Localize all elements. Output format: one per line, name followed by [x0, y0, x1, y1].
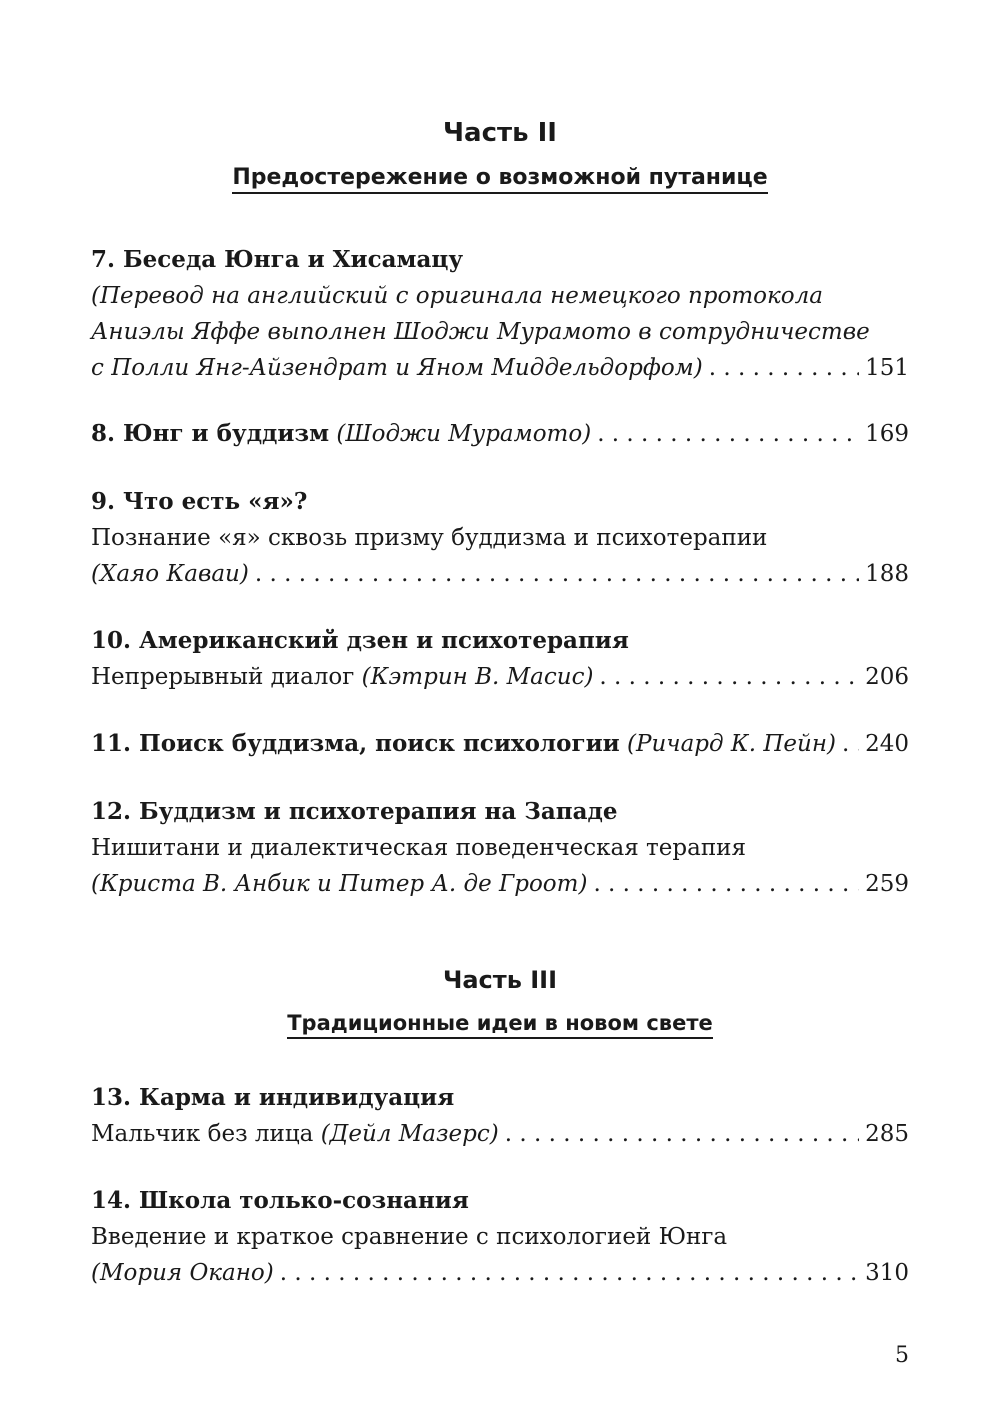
toc-entry-7-heading[interactable]: 7. Беседа Юнга и Хисамацу	[91, 246, 464, 273]
toc-entry-14-heading[interactable]: 14. Школа только-сознания	[91, 1187, 469, 1214]
toc-entry-7-page: 151	[865, 355, 909, 381]
toc-entry-14-author: (Мория Окано)	[91, 1260, 274, 1286]
toc-entry-12-subtitle: Нишитани и диалектическая поведенческая терапия	[91, 835, 746, 861]
page-number: 5	[895, 1343, 909, 1368]
toc-entry-9-heading[interactable]: 9. Что есть «я»?	[91, 488, 308, 515]
toc-entry-13-line[interactable]	[91, 1119, 909, 1149]
toc-entry-7-note-line-3: с Полли Янг-Айзендрат и Яном Миддельдорфом)	[91, 355, 703, 381]
toc-entry-11-page: 240	[865, 731, 909, 757]
leader-dots	[842, 729, 859, 759]
part-3-subtitle	[0, 1011, 1000, 1035]
toc-entry-9-author: (Хаяо Каваи)	[91, 561, 249, 587]
toc-entry-10-subtitle: Непрерывный диалог	[91, 664, 355, 690]
part-3-subtitle-text: Традиционные идеи в новом свете	[287, 1011, 713, 1039]
toc-entry-11-heading: 11. Поиск буддизма, поиск психологии	[91, 730, 620, 757]
part-2-title: Часть II	[443, 118, 557, 148]
toc-entry-11-line[interactable]	[91, 729, 909, 759]
toc-entry-13-heading[interactable]: 13. Карма и индивидуация	[91, 1084, 455, 1111]
toc-entry-14-page: 310	[865, 1260, 909, 1286]
toc-entry-8-heading: 8. Юнг и буддизм	[91, 420, 330, 447]
toc-entry-12-author: (Криста В. Анбик и Питер А. де Гроот)	[91, 871, 588, 897]
toc-entry-8-page: 169	[865, 421, 909, 447]
part-2-subtitle-text: Предостережение о возможной путанице	[232, 165, 767, 194]
toc-entry-10-heading[interactable]: 10. Американский дзен и психотерапия	[91, 627, 629, 654]
leader-dots	[255, 559, 859, 589]
toc-entry-8-author: (Шоджи Мурамото)	[336, 421, 592, 447]
toc-entry-13-subtitle: Мальчик без лица	[91, 1121, 314, 1147]
toc-entry-14-subtitle: Введение и краткое сравнение с психологией Юнга	[91, 1224, 728, 1250]
toc-entry-9-page: 188	[865, 561, 909, 587]
toc-entry-14-line[interactable]	[91, 1258, 909, 1288]
leader-dots	[597, 419, 859, 449]
toc-entry-8-line[interactable]	[91, 419, 909, 449]
part-2-subtitle	[0, 165, 1000, 190]
toc-entry-12-page: 259	[865, 871, 909, 897]
toc-entry-13-page: 285	[865, 1121, 909, 1147]
leader-dots	[505, 1119, 859, 1149]
toc-entry-7-note-line-2: Аниэлы Яффе выполнен Шоджи Мурамото в сотрудничестве	[91, 319, 870, 345]
toc-entry-7-note-line-1: (Перевод на английский с оригинала немецкого протокола	[91, 283, 823, 309]
toc-entry-9-line[interactable]	[91, 559, 909, 589]
toc-entry-10-line[interactable]	[91, 662, 909, 692]
leader-dots	[709, 353, 859, 383]
leader-dots	[599, 662, 859, 692]
toc-entry-11-author: (Ричард К. Пейн)	[627, 731, 836, 757]
toc-entry-10-page: 206	[865, 664, 909, 690]
leader-dots	[593, 869, 859, 899]
toc-entry-10-author: (Кэтрин В. Масис)	[361, 664, 594, 690]
toc-entry-7-line[interactable]	[91, 353, 909, 383]
leader-dots	[280, 1258, 859, 1288]
toc-entry-9-subtitle: Познание «я» сквозь призму буддизма и психотерапии	[91, 525, 768, 551]
toc-entry-12-heading[interactable]: 12. Буддизм и психотерапия на Западе	[91, 798, 618, 825]
toc-entry-12-line[interactable]	[91, 869, 909, 899]
toc-entry-13-author: (Дейл Мазерс)	[320, 1121, 499, 1147]
part-3-title: Часть III	[442, 966, 558, 994]
